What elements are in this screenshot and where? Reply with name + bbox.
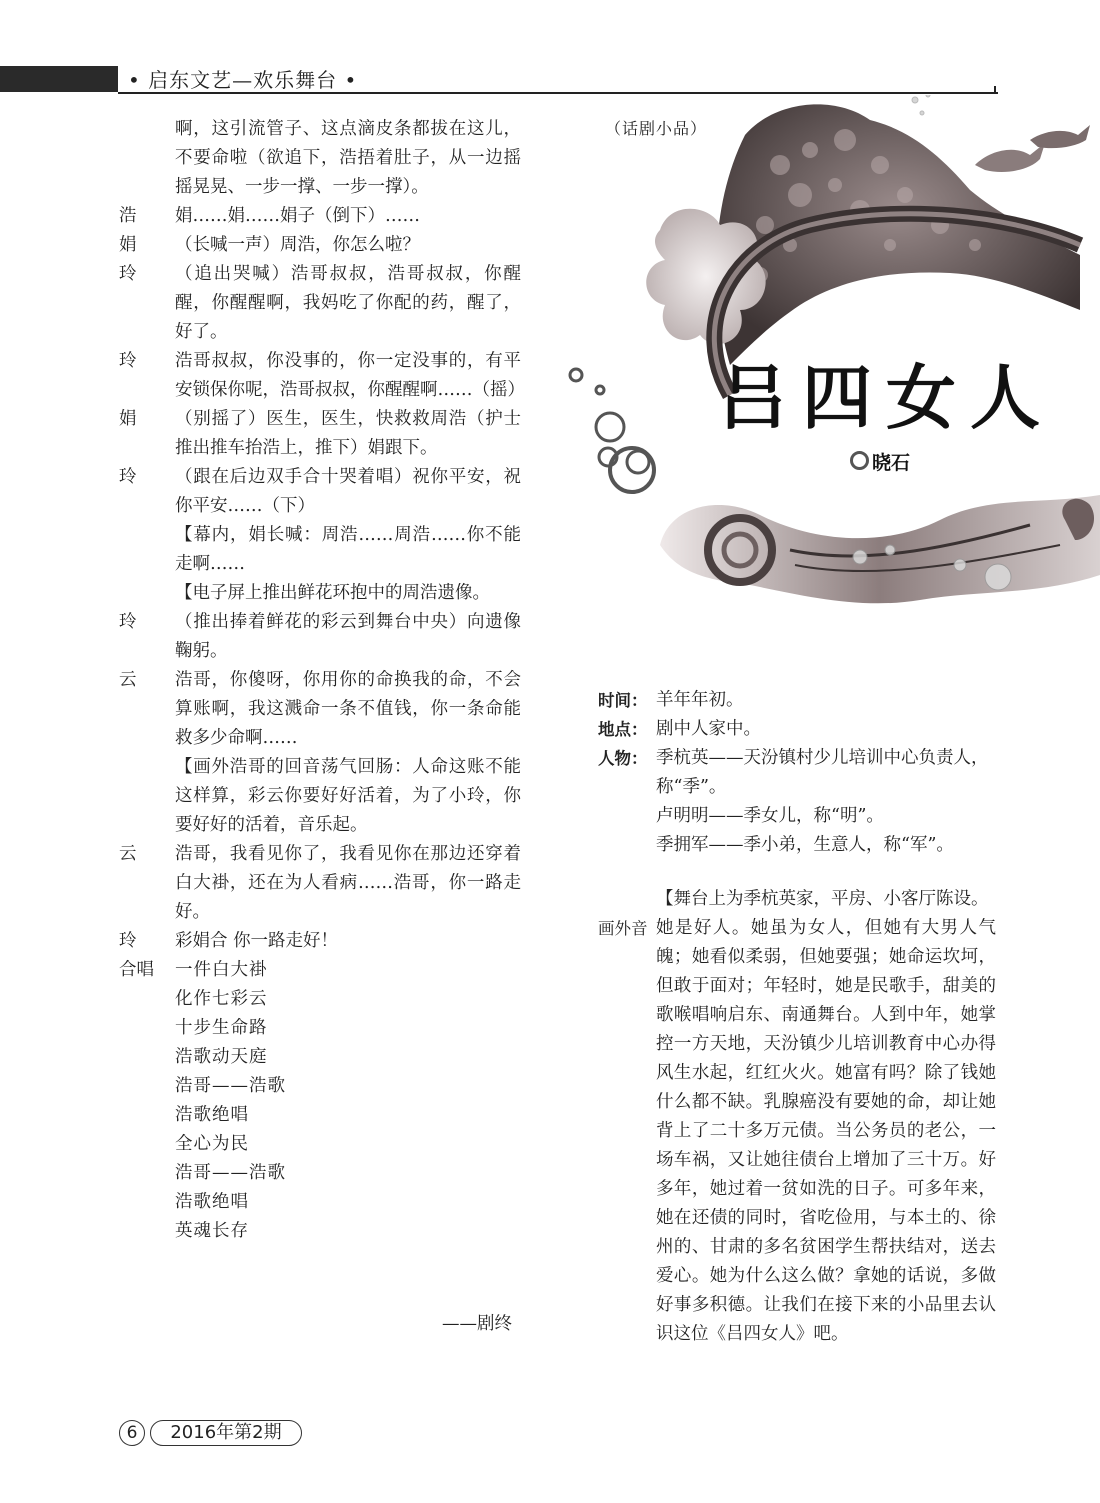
dialogue-text: 全心为民 xyxy=(175,1134,249,1154)
speaker-label: 合唱 xyxy=(119,960,154,980)
time-value: 羊年年初。 xyxy=(656,690,744,710)
dialogue-line xyxy=(119,927,521,956)
character-entry: 卢明明——季女儿，称“明”。 xyxy=(656,806,884,826)
dialogue-line xyxy=(119,463,521,521)
speaker-label: 玲 xyxy=(119,351,137,371)
dialogue-text: 娟……娟……娟子（倒下）…… xyxy=(175,206,420,226)
dialogue-text: 一件白大褂 xyxy=(175,960,268,980)
narration-block xyxy=(598,914,996,1349)
narration-text: 她是好人。她虽为女人，但她有大男人气魄；她看似柔弱，但她要强；她命运坎坷，但敢于面对；年轻时，她是民歌手，甜美的歌喉唱响启东、南通舞台。人到中年，她掌控一方天地，天汾镇少儿培训教育中心办得风生水起，红红火火。她富有吗？除了钱她什么都不缺。乳腺癌没有要她的命，却让她背上了二十多万元债。当公务员的老公，一场车祸，又让她往债台上增加了三十万。好多年，她过着一贫如洗的日子。可多年来，她在还债的同时，省吃俭用，与本土的、徐州的、甘肃的多名贫困学生帮扶结对，送去爱心。她为什么这么做？拿她的话说，多做好事多积德。让我们在接下来的小品里去认识这位《吕四女人》吧。 xyxy=(656,918,996,1344)
stage-direction: 【舞台上为季杭英家，平房、小客厅陈设。 xyxy=(656,889,989,909)
dialogue-line xyxy=(119,347,525,405)
dialogue-text: 浩歌动天庭 xyxy=(175,1047,268,1067)
dialogue-line xyxy=(119,956,521,985)
header-rule-tick xyxy=(994,86,996,94)
dialogue-text: 【幕内，娟长喊：周浩……周浩……你不能走啊…… xyxy=(175,525,521,574)
dialogue-text: 浩哥——浩歌 xyxy=(175,1163,286,1183)
dialogue-line xyxy=(119,1130,521,1159)
dialogue-text: （跟在后边双手合十哭着唱）祝你平安，祝你平安……（下） xyxy=(175,467,521,516)
dialogue-text: 【电子屏上推出鲜花环抱中的周浩遗像。 xyxy=(175,583,490,603)
circle-mark-icon xyxy=(850,451,869,470)
dialogue-text: 浩哥，你傻呀，你用你的命换我的命，不会算账啊，我这溅命一条不值钱，你一条命能救多少命啊…… xyxy=(175,670,521,748)
dialogue-line xyxy=(119,521,521,579)
dialogue-line xyxy=(119,579,521,608)
dialogue-text: 啊，这引流管子、这点滴皮条都拔在这儿，不要命啦（欲追下，浩捂着肚子，从一边摇摇晃晃、一步一撑、一步一撑）。 xyxy=(175,119,521,197)
dialogue-text: 十步生命路 xyxy=(175,1018,268,1038)
dialogue-line xyxy=(119,202,521,231)
dialogue-line xyxy=(119,1217,521,1246)
author-name: 晓石 xyxy=(872,452,911,474)
dialogue-line xyxy=(119,1159,521,1188)
characters-line xyxy=(598,744,996,802)
characters-label: 人物： xyxy=(598,749,648,768)
bubble-icon xyxy=(570,369,654,492)
place-label: 地点： xyxy=(598,720,648,739)
dolphin-icon xyxy=(1030,125,1090,148)
left-column xyxy=(119,115,525,1246)
dialogue-text: （追出哭喊）浩哥叔叔，浩哥叔叔，你醒醒，你醒醒啊，我妈吃了你配的药，醒了，好了。 xyxy=(175,264,521,342)
dialogue-line xyxy=(119,231,521,260)
dialogue-line xyxy=(119,1188,521,1217)
place-value: 剧中人家中。 xyxy=(656,719,761,739)
place-line xyxy=(598,715,996,744)
play-title: 吕四女人 xyxy=(718,357,1054,439)
time-line xyxy=(598,686,996,715)
time-label: 时间： xyxy=(598,691,648,710)
dialogue-line xyxy=(119,608,521,666)
dialogue-text: 浩哥叔叔，你没事的，你一定没事的，有平安锁保你呢，浩哥叔叔，你醒醒啊……（摇） xyxy=(175,351,525,400)
ending-mark: ——剧终 xyxy=(442,1314,512,1334)
dialogue-line xyxy=(119,1101,521,1130)
dialogue-text: 浩歌绝唱 xyxy=(175,1192,249,1212)
genre-label: （话剧小品） xyxy=(605,119,708,138)
dialogue-text: （长喊一声）周浩，你怎么啦？ xyxy=(175,235,420,255)
speaker-label: 娟 xyxy=(119,409,137,429)
dialogue-line xyxy=(119,666,521,753)
dialogue-line xyxy=(119,115,521,202)
speaker-label: 云 xyxy=(119,670,137,690)
speaker-label: 云 xyxy=(119,844,137,864)
dialogue-text: （别摇了）医生，医生，快救救周浩（护士推出推车抬浩上，推下）娟跟下。 xyxy=(175,409,521,458)
dialogue-line xyxy=(119,753,521,840)
speaker-label: 玲 xyxy=(119,467,137,487)
dolphin-icon xyxy=(975,143,1045,172)
dialogue-text: 浩歌绝唱 xyxy=(175,1105,249,1125)
speaker-label: 娟 xyxy=(119,235,137,255)
dialogue-line xyxy=(119,1072,521,1101)
header-rule xyxy=(118,92,998,94)
header-bar xyxy=(0,66,118,92)
dialogue-line xyxy=(119,260,521,347)
page-number: 6 xyxy=(119,1420,145,1446)
narration-label: 画外音 xyxy=(598,919,648,938)
speaker-label: 浩 xyxy=(119,206,137,226)
dialogue-text: （推出捧着鲜花的彩云到舞台中央）向遗像鞠躬。 xyxy=(175,612,521,661)
section-title: • 启东文艺—欢乐舞台 • xyxy=(128,68,358,92)
page-footer xyxy=(119,1420,302,1446)
dialogue-line xyxy=(119,840,521,927)
dialogue-text: 英魂长存 xyxy=(175,1221,249,1241)
dialogue-line xyxy=(119,405,521,463)
dialogue-text: 浩哥——浩歌 xyxy=(175,1076,286,1096)
dialogue-text: 【画外浩哥的回音荡气回肠：人命这账不能这样算，彩云你要好好活着，为了小玲，你要好好的活着，音乐起。 xyxy=(175,757,521,835)
dialogue-text: 彩娟合 你一路走好！ xyxy=(175,931,339,951)
issue-label: 2016年第2期 xyxy=(150,1420,302,1446)
dialogue-text: 浩哥，我看见你了，我看见你在那边还穿着白大褂，还在为人看病……浩哥，你一路走好。 xyxy=(175,844,521,922)
speaker-label: 玲 xyxy=(119,264,137,284)
right-column xyxy=(598,686,996,1349)
speaker-label: 玲 xyxy=(119,612,137,632)
author-byline xyxy=(850,448,910,475)
character-entry: 季拥军——季小弟，生意人，称“军”。 xyxy=(656,835,954,855)
character-entry: 季杭英——天汾镇村少儿培训中心负责人，称“季”。 xyxy=(656,748,989,797)
speaker-label: 玲 xyxy=(119,931,137,951)
dialogue-line xyxy=(119,1043,521,1072)
dialogue-line xyxy=(119,985,521,1014)
dialogue-line xyxy=(119,1014,521,1043)
dialogue-text: 化作七彩云 xyxy=(175,989,268,1009)
